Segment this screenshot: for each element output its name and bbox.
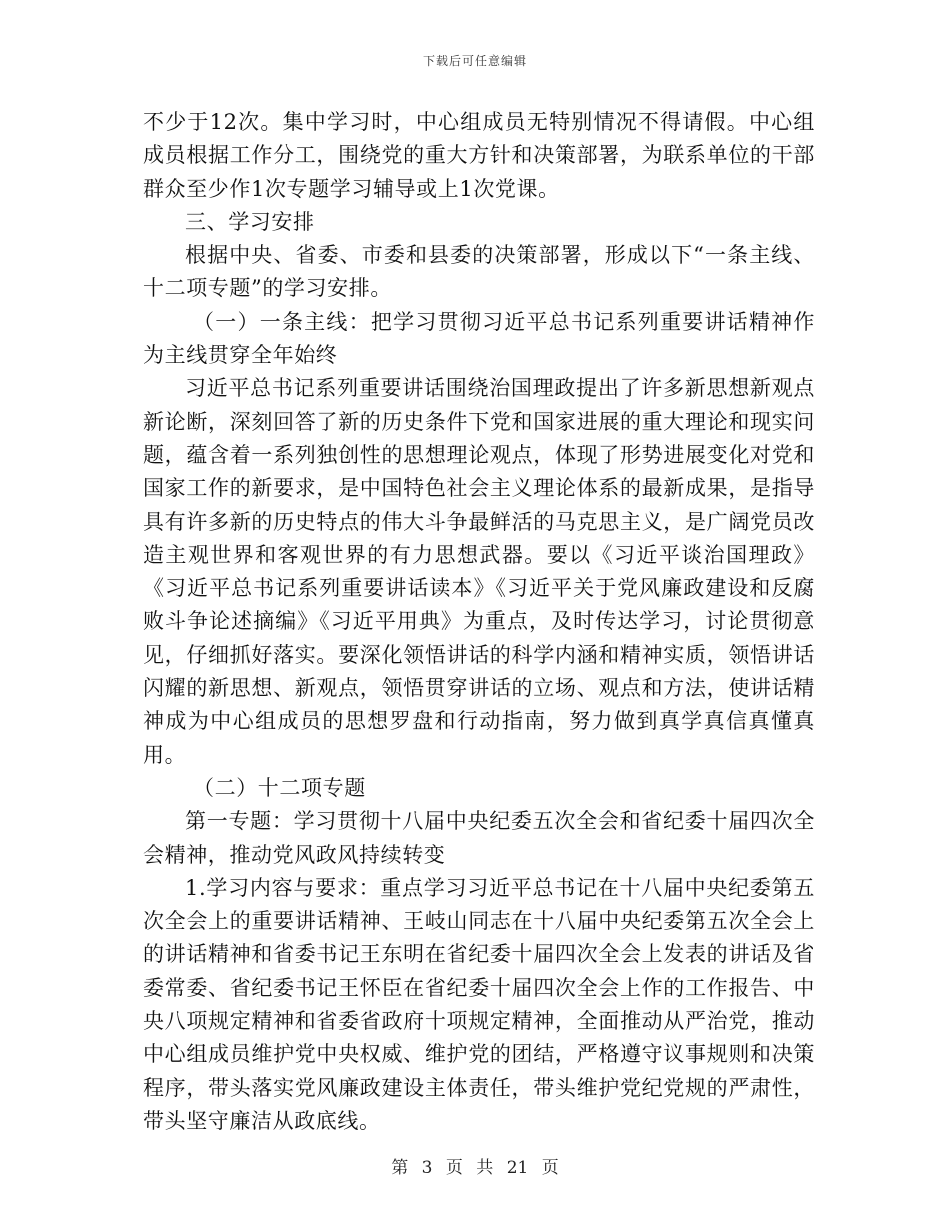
paragraph-first-topic-content: 1.学习内容与要求：重点学习习近平总书记在十八届中央纪委第五次全会上的重要讲话精神、王岐山同志在十八届中央纪委第五次全会上的讲话精神和省委书记王东明在省纪委十届四次全会上发表的讲话及省委常委、省纪委书记王怀臣在省纪委十届四次全会上作的工作报告、中央八项规定精神和省委省政府十项规定精神，全面推动从严治党，推动中心组成员维护党中央权威、维护党的团结，严格遵守议事规则和决策程序，带头落实党风廉政建设主体责任，带头维护党纪党规的严肃性，带头坚守廉洁从政底线。 bbox=[143, 875, 815, 1133]
page-number-footer: 第 3 页 共 21 页 bbox=[391, 1158, 559, 1178]
subsection-heading-twelve-topics: （二）十二项专题 bbox=[193, 775, 366, 800]
topic-heading-first: 第一专题：学习贯彻十八届中央纪委五次全会和省纪委十届四次全会精神，推动党风政风持续转变 bbox=[143, 809, 815, 867]
paragraph-arrangement-intro: 根据中央、省委、市委和县委的决策部署，形成以下“一条主线、十二项专题”的学习安排。 bbox=[143, 243, 815, 301]
subsection-heading-main-line: （一）一条主线：把学习贯彻习近平总书记系列重要讲话精神作为主线贯穿全年始终 bbox=[143, 309, 815, 368]
paragraph-continuation: 不少于12次。集中学习时，中心组成员无特别情况不得请假。中心组成员根据工作分工，围绕党的重大方针和决策部署，为联系单位的干部群众至少作1次专题学习辅导或上1次党课。 bbox=[143, 110, 815, 201]
document-body bbox=[143, 106, 815, 1138]
paragraph-main-line-body: 习近平总书记系列重要讲话围绕治国理政提出了许多新思想新观点新论断，深刻回答了新的历史条件下党和国家进展的重大理论和现实问题，蕴含着一系列独创性的思想理论观点，体现了形势进展变化对党和国家工作的新要求，是中国特色社会主义理论体系的最新成果，是指导具有许多新的历史特点的伟大斗争最鲜活的马克思主义，是广阔党员改造主观世界和客观世界的有力思想武器。要以《习近平谈治国理政》《习近平总书记系列重要讲话读本》《习近平关于党风廉政建设和反腐败斗争论述摘编》《习近平用典》为重点，及时传达学习，讨论贯彻意见，仔细抓好落实。要深化领悟讲话的科学内涵和精神实质，领悟讲话闪耀的新思想、新观点，领悟贯穿讲话的立场、观点和方法，使讲话精神成为中心组成员的思想罗盘和行动指南，努力做到真学真信真懂真用。 bbox=[143, 376, 815, 767]
section-heading-study-arrangement: 三、学习安排 bbox=[185, 209, 315, 234]
page-header: 下载后可任意编辑 bbox=[422, 54, 527, 68]
